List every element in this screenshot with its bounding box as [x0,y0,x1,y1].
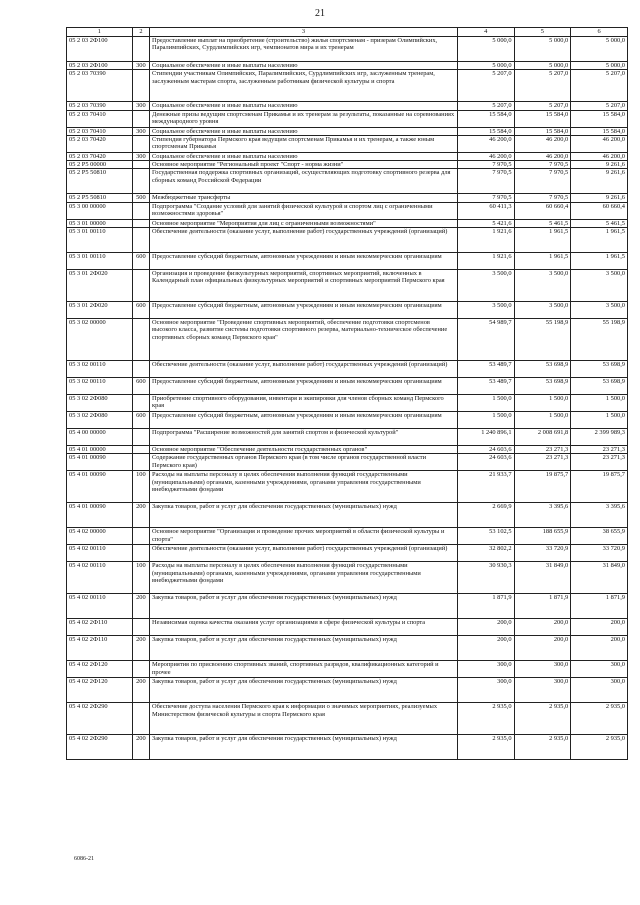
row-value-2022: 300,0 [514,678,571,703]
table-row [67,228,628,253]
row-value-2021: 53 102,5 [457,528,514,545]
row-expense-type [132,446,149,454]
row-code: 05 2 03 70410 [67,110,133,127]
row-name: Мероприятия по присвоению спортивных званий, спортивных разрядов, квалификационных категорий и прочее [150,661,458,678]
row-value-2023: 1 500,0 [571,412,628,429]
row-name: Обеспечение доступа населения Пермского края к информации о значимых мероприятиях, реализуемых Министерством физической культуры и спорта Пермского края [150,703,458,735]
row-value-2021: 200,0 [457,636,514,661]
row-value-2022: 3 500,0 [514,302,571,319]
row-value-2022: 15 584,0 [514,127,571,135]
table-row [67,194,628,202]
row-value-2023: 9 261,6 [571,169,628,194]
row-value-2023: 200,0 [571,619,628,636]
row-value-2021: 5 000,0 [457,37,514,62]
row-name: Предоставление субсидий бюджетным, автономным учреждениям и иным некоммерческим организациям [150,412,458,429]
row-value-2021: 7 970,5 [457,161,514,169]
table-row [67,152,628,160]
row-value-2022: 200,0 [514,636,571,661]
row-value-2022: 46 200,0 [514,152,571,160]
row-name: Обеспечение деятельности (оказание услуг, выполнение работ) государственных учреждений (организаций) [150,228,458,253]
header-col-2: 2 [132,28,149,37]
row-code: 05 4 01 00090 [67,503,133,528]
row-value-2023: 3 500,0 [571,270,628,302]
table-row [67,703,628,735]
row-value-2022: 7 970,5 [514,194,571,202]
row-value-2022: 200,0 [514,619,571,636]
row-name: Социальное обеспечение и иные выплаты населению [150,152,458,160]
header-col-6: 6 [571,28,628,37]
header-col-4: 4 [457,28,514,37]
row-expense-type [132,661,149,678]
table-row [67,102,628,110]
row-value-2023: 15 584,0 [571,127,628,135]
table-row [67,219,628,227]
row-value-2023: 2 935,0 [571,703,628,735]
row-value-2023: 300,0 [571,678,628,703]
row-value-2023: 3 500,0 [571,302,628,319]
row-expense-type: 200 [132,735,149,760]
row-expense-type [132,545,149,562]
row-expense-type [132,228,149,253]
row-name: Основное мероприятие "Мероприятия для лиц с ограниченными возможностями" [150,219,458,227]
row-value-2021: 2 935,0 [457,735,514,760]
row-name: Основное мероприятие "Обеспечение деятельности государственных органов" [150,446,458,454]
row-value-2023: 5 000,0 [571,62,628,70]
row-value-2023: 23 271,3 [571,454,628,471]
row-value-2022: 31 849,0 [514,562,571,594]
row-value-2021: 7 970,5 [457,169,514,194]
row-name: Закупка товаров, работ и услуг для обеспечения государственных (муниципальных) нужд [150,678,458,703]
row-value-2023: 9 261,6 [571,161,628,169]
row-value-2021: 1 500,0 [457,395,514,412]
row-value-2022: 23 271,3 [514,446,571,454]
table-row [67,545,628,562]
document-footer-code: 6086-21 [74,856,94,862]
row-value-2023: 1 500,0 [571,395,628,412]
row-value-2022: 3 500,0 [514,270,571,302]
row-code: 05 4 02 00110 [67,562,133,594]
row-value-2021: 200,0 [457,619,514,636]
row-code: 05 2 03 70390 [67,70,133,102]
row-code: 05 3 01 00110 [67,253,133,270]
row-name: Подпрограмма "Создание условий для занятий физической культурой и спортом лиц с ограниченными возможностями здоровья" [150,202,458,219]
row-code: 05 4 00 00000 [67,429,133,446]
row-code: 05 2 03 70420 [67,135,133,152]
row-value-2023: 2 935,0 [571,735,628,760]
row-expense-type [132,161,149,169]
table-row [67,253,628,270]
row-value-2022: 3 395,6 [514,503,571,528]
table-row [67,678,628,703]
row-value-2021: 5 000,0 [457,62,514,70]
table-row [67,471,628,503]
row-value-2023: 300,0 [571,661,628,678]
row-expense-type: 300 [132,127,149,135]
row-expense-type: 600 [132,378,149,395]
budget-table-body [67,28,628,760]
row-code: 05 3 01 2Ф020 [67,302,133,319]
row-value-2023: 1 961,5 [571,228,628,253]
row-value-2022: 19 875,7 [514,471,571,503]
row-code: 05 4 02 00110 [67,545,133,562]
row-value-2021: 1 500,0 [457,412,514,429]
row-code: 05 2 03 70420 [67,152,133,160]
row-name: Денежные призы ведущим спортсменам Прикамья и их тренерам за результаты, показанные на соревнованиях международного уровня [150,110,458,127]
row-value-2023: 53 698,9 [571,378,628,395]
row-name: Расходы на выплаты персоналу в целях обеспечения выполнения функций государственными (муниципальными) органами, казенными учреждениями, органами управления государственными внебюджетными фондами [150,562,458,594]
table-row [67,562,628,594]
row-value-2022: 7 970,5 [514,169,571,194]
row-value-2021: 7 970,5 [457,194,514,202]
row-value-2021: 1 921,6 [457,228,514,253]
row-value-2021: 3 500,0 [457,302,514,319]
row-value-2021: 5 421,6 [457,219,514,227]
row-value-2023: 1 961,5 [571,253,628,270]
row-code: 05 3 02 2Ф080 [67,412,133,429]
row-value-2023: 33 720,9 [571,545,628,562]
row-name: Предоставление субсидий бюджетным, автономным учреждениям и иным некоммерческим организациям [150,302,458,319]
row-value-2023: 46 200,0 [571,152,628,160]
row-name: Подпрограмма "Расширение возможностей для занятий спортом и физической культурой" [150,429,458,446]
row-expense-type: 500 [132,194,149,202]
table-row [67,503,628,528]
table-row [67,594,628,619]
row-expense-type: 600 [132,302,149,319]
row-code: 05 4 02 2Ф110 [67,619,133,636]
row-value-2022: 5 207,0 [514,102,571,110]
row-expense-type [132,395,149,412]
row-code: 05 2 03 2Ф100 [67,62,133,70]
row-code: 05 4 01 00000 [67,446,133,454]
row-value-2022: 188 655,9 [514,528,571,545]
row-name: Обеспечение деятельности (оказание услуг, выполнение работ) государственных учреждений (организаций) [150,361,458,378]
row-name: Закупка товаров, работ и услуг для обеспечения государственных (муниципальных) нужд [150,636,458,661]
row-code: 05 2 03 70390 [67,102,133,110]
row-value-2021: 5 207,0 [457,102,514,110]
row-expense-type [132,319,149,361]
row-value-2023: 15 584,0 [571,110,628,127]
row-value-2023: 5 000,0 [571,37,628,62]
table-row [67,661,628,678]
row-name: Основное мероприятие "Региональный проект "Спорт - норма жизни" [150,161,458,169]
table-row [67,361,628,378]
row-value-2022: 46 200,0 [514,135,571,152]
row-value-2021: 1 871,9 [457,594,514,619]
row-name: Закупка товаров, работ и услуг для обеспечения государственных (муниципальных) нужд [150,594,458,619]
table-row [67,70,628,102]
row-value-2021: 46 200,0 [457,152,514,160]
row-name: Стипендия губернатора Пермского края ведущим спортсменам Прикамья и их тренерам, а также юным спортсменам Прикамья [150,135,458,152]
row-expense-type [132,703,149,735]
row-code: 05 2 P5 00000 [67,161,133,169]
row-value-2022: 5 000,0 [514,62,571,70]
row-value-2022: 1 961,5 [514,253,571,270]
table-row [67,319,628,361]
row-value-2023: 5 461,5 [571,219,628,227]
row-value-2023: 3 395,6 [571,503,628,528]
row-expense-type [132,37,149,62]
table-row [67,37,628,62]
row-code: 05 4 02 00000 [67,528,133,545]
table-row [67,429,628,446]
row-value-2022: 7 970,5 [514,161,571,169]
row-value-2023: 31 849,0 [571,562,628,594]
row-value-2022: 5 461,5 [514,219,571,227]
row-code: 05 4 02 2Ф290 [67,735,133,760]
table-row [67,636,628,661]
row-value-2022: 53 698,9 [514,361,571,378]
row-name: Межбюджетные трансферты [150,194,458,202]
row-value-2023: 53 698,9 [571,361,628,378]
row-name: Организация и проведение физкультурных мероприятий, спортивных мероприятий, включенных в Календарный план официальных физкультурных мероприятий и спортивных мероприятий Пермского края [150,270,458,302]
row-value-2023: 23 271,3 [571,446,628,454]
table-row [67,412,628,429]
row-value-2022: 5 207,0 [514,70,571,102]
row-value-2023: 2 399 989,3 [571,429,628,446]
table-row [67,127,628,135]
row-expense-type: 300 [132,62,149,70]
row-expense-type [132,619,149,636]
row-value-2023: 55 198,9 [571,319,628,361]
row-expense-type: 600 [132,412,149,429]
row-name: Основное мероприятие "Организация и проведение прочих мероприятий в области физической культуры и спорта" [150,528,458,545]
row-value-2021: 21 933,7 [457,471,514,503]
row-expense-type: 600 [132,253,149,270]
row-code: 05 2 P5 50810 [67,194,133,202]
row-value-2021: 2 669,9 [457,503,514,528]
row-code: 05 3 01 00110 [67,228,133,253]
table-row [67,378,628,395]
row-value-2022: 55 198,9 [514,319,571,361]
row-code: 05 3 02 2Ф080 [67,395,133,412]
row-name: Приобретение спортивного оборудования, инвентаря и экипировки для членов сборных команд Пермского края [150,395,458,412]
row-name: Социальное обеспечение и иные выплаты населению [150,127,458,135]
table-row [67,202,628,219]
row-value-2021: 24 603,6 [457,446,514,454]
row-value-2023: 46 200,0 [571,135,628,152]
budget-table [66,27,628,760]
row-expense-type: 100 [132,471,149,503]
row-value-2022: 23 271,3 [514,454,571,471]
row-value-2022: 2 008 691,8 [514,429,571,446]
row-name: Социальное обеспечение и иные выплаты населению [150,62,458,70]
row-value-2023: 5 207,0 [571,102,628,110]
table-row [67,110,628,127]
row-value-2022: 53 698,9 [514,378,571,395]
row-expense-type: 200 [132,678,149,703]
row-expense-type: 200 [132,636,149,661]
row-value-2022: 2 935,0 [514,735,571,760]
row-value-2022: 1 961,5 [514,228,571,253]
row-value-2021: 30 930,3 [457,562,514,594]
row-value-2021: 3 500,0 [457,270,514,302]
row-code: 05 2 03 2Ф100 [67,37,133,62]
row-value-2021: 2 935,0 [457,703,514,735]
row-value-2022: 5 000,0 [514,37,571,62]
row-value-2021: 300,0 [457,661,514,678]
row-value-2022: 2 935,0 [514,703,571,735]
table-row [67,302,628,319]
row-value-2021: 1 921,6 [457,253,514,270]
row-value-2022: 15 584,0 [514,110,571,127]
row-code: 05 4 02 2Ф110 [67,636,133,661]
row-expense-type [132,135,149,152]
row-expense-type [132,169,149,194]
row-expense-type [132,219,149,227]
row-expense-type [132,429,149,446]
row-value-2022: 60 660,4 [514,202,571,219]
row-name: Предоставление субсидий бюджетным, автономным учреждениям и иным некоммерческим организациям [150,253,458,270]
row-value-2023: 1 871,9 [571,594,628,619]
row-code: 05 3 02 00110 [67,361,133,378]
row-value-2022: 1 500,0 [514,412,571,429]
row-name: Государственная поддержка спортивных организаций, осуществляющих подготовку спортивного резерва для сборных команд Российской Федерации [150,169,458,194]
row-value-2022: 1 871,9 [514,594,571,619]
row-value-2021: 60 411,3 [457,202,514,219]
row-expense-type: 200 [132,594,149,619]
row-code: 05 4 01 00090 [67,454,133,471]
row-value-2021: 15 584,0 [457,127,514,135]
header-col-3: 3 [150,28,458,37]
table-header-row [67,28,628,37]
row-value-2023: 5 207,0 [571,70,628,102]
row-value-2021: 46 200,0 [457,135,514,152]
table-row [67,735,628,760]
table-row [67,270,628,302]
row-value-2021: 54 989,7 [457,319,514,361]
table-row [67,454,628,471]
table-row [67,62,628,70]
row-code: 05 3 00 00000 [67,202,133,219]
table-row [67,446,628,454]
row-code: 05 2 03 70410 [67,127,133,135]
row-value-2021: 300,0 [457,678,514,703]
row-name: Обеспечение деятельности (оказание услуг, выполнение работ) государственных учреждений (организаций) [150,545,458,562]
row-value-2021: 15 584,0 [457,110,514,127]
row-expense-type [132,202,149,219]
page-number: 21 [315,8,325,19]
table-row [67,528,628,545]
row-code: 05 3 02 00000 [67,319,133,361]
row-value-2021: 53 489,7 [457,361,514,378]
row-name: Закупка товаров, работ и услуг для обеспечения государственных (муниципальных) нужд [150,503,458,528]
row-code: 05 4 02 2Ф120 [67,678,133,703]
row-value-2023: 60 660,4 [571,202,628,219]
table-row [67,619,628,636]
table-row [67,135,628,152]
row-code: 05 3 02 00110 [67,378,133,395]
row-name: Социальное обеспечение и иные выплаты населению [150,102,458,110]
row-value-2022: 33 720,9 [514,545,571,562]
row-code: 05 2 P5 50810 [67,169,133,194]
row-expense-type [132,110,149,127]
table-row [67,169,628,194]
row-code: 05 3 01 2Ф020 [67,270,133,302]
row-value-2021: 32 802,2 [457,545,514,562]
row-name: Основное мероприятие "Проведение спортивных мероприятий, обеспечение подготовки спортсменов высокого класса, развитие системы подготовки спортивного резерва, материально-техническое обеспечение спортивных сборных команд Пермского края" [150,319,458,361]
row-name: Предоставление субсидий бюджетным, автономным учреждениям и иным некоммерческим организациям [150,378,458,395]
row-code: 05 4 02 2Ф120 [67,661,133,678]
row-expense-type: 300 [132,152,149,160]
row-code: 05 4 02 2Ф290 [67,703,133,735]
row-expense-type [132,270,149,302]
row-value-2023: 19 875,7 [571,471,628,503]
row-code: 05 4 02 00110 [67,594,133,619]
row-name: Расходы на выплаты персоналу в целях обеспечения выполнения функций государственными (муниципальными) органами, казенными учреждениями, органами управления государственными внебюджетными фондами [150,471,458,503]
row-expense-type [132,528,149,545]
row-name: Стипендии участникам Олимпийских, Паралимпийских, Сурдлимпийских игр, заслуженным тренерам, заслуженным мастерам спорта, заслуженным работникам физической культуры и спорта [150,70,458,102]
header-col-1: 1 [67,28,133,37]
row-value-2023: 200,0 [571,636,628,661]
row-value-2021: 24 603,6 [457,454,514,471]
row-name: Содержание государственных органов Пермского края (в том числе органов государственной власти Пермского края) [150,454,458,471]
row-expense-type: 100 [132,562,149,594]
table-row [67,395,628,412]
row-name: Независимая оценка качества оказания услуг организациями в сфере физической культуры и спорта [150,619,458,636]
row-value-2021: 53 489,7 [457,378,514,395]
row-value-2023: 38 655,9 [571,528,628,545]
row-expense-type [132,454,149,471]
row-value-2021: 5 207,0 [457,70,514,102]
row-expense-type [132,70,149,102]
row-expense-type: 200 [132,503,149,528]
row-value-2023: 9 261,6 [571,194,628,202]
header-col-5: 5 [514,28,571,37]
row-value-2022: 300,0 [514,661,571,678]
row-expense-type [132,361,149,378]
row-code: 05 3 01 00000 [67,219,133,227]
row-name: Предоставление выплат на приобретение (строительство) жилья спортсменам - призерам Олимпийских, Паралимпийских, Сурдлимпийских игр, чемпионатов мира и их тренерам [150,37,458,62]
row-value-2021: 1 240 896,1 [457,429,514,446]
row-value-2022: 1 500,0 [514,395,571,412]
row-expense-type: 300 [132,102,149,110]
row-name: Закупка товаров, работ и услуг для обеспечения государственных (муниципальных) нужд [150,735,458,760]
table-row [67,161,628,169]
row-code: 05 4 01 00090 [67,471,133,503]
